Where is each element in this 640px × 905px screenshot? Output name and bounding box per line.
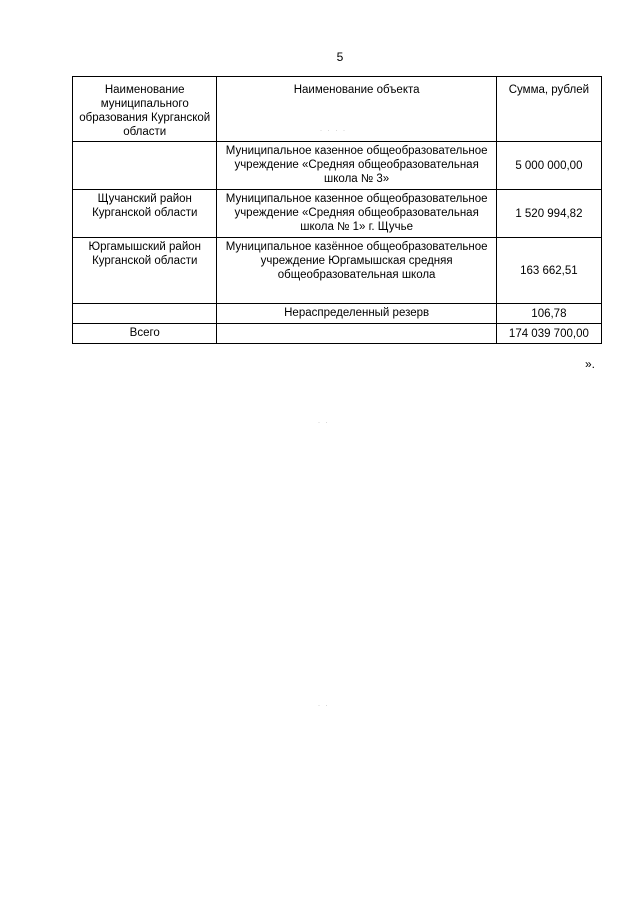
table-row xyxy=(73,238,602,304)
row-object: Муниципальное казённое общеобразовательное учреждение Юргамышская средняя общеобразовательная школа xyxy=(217,238,496,304)
scan-speck: · · xyxy=(318,703,330,709)
table-row xyxy=(73,304,602,324)
table-total-row xyxy=(73,324,602,344)
total-label: Всего xyxy=(73,324,217,344)
row-municipality: Юргамышский район Курганской области xyxy=(73,238,217,304)
budget-table xyxy=(72,76,602,344)
table-row xyxy=(73,190,602,238)
page-number: 5 xyxy=(336,50,344,64)
header-municipality: Наименование муниципального образования Курганской области xyxy=(73,77,217,142)
header-object: Наименование объекта xyxy=(217,77,496,142)
header-sum: Сумма, рублей xyxy=(496,77,601,142)
row-municipality: Щучанский район Курганской области xyxy=(73,190,217,238)
row-sum: 106,78 xyxy=(496,304,601,324)
row-municipality xyxy=(73,304,217,324)
row-sum: 5 000 000,00 xyxy=(496,142,601,190)
row-object: Нераспределенный резерв xyxy=(217,304,496,324)
row-sum: 163 662,51 xyxy=(496,238,601,304)
row-object: Муниципальное казенное общеобразовательное учреждение «Средняя общеобразовательная школа № 1» г. Щучье xyxy=(217,190,496,238)
table-row xyxy=(73,142,602,190)
row-sum: 1 520 994,82 xyxy=(496,190,601,238)
scan-speck: · · · · xyxy=(320,128,347,134)
total-sum: 174 039 700,00 xyxy=(496,324,601,344)
total-object xyxy=(217,324,496,344)
closing-quote-mark: ». xyxy=(585,357,596,371)
row-object: Муниципальное казенное общеобразовательное учреждение «Средняя общеобразовательная школа № 3» xyxy=(217,142,496,190)
scan-speck: · · xyxy=(318,420,330,426)
row-municipality xyxy=(73,142,217,190)
